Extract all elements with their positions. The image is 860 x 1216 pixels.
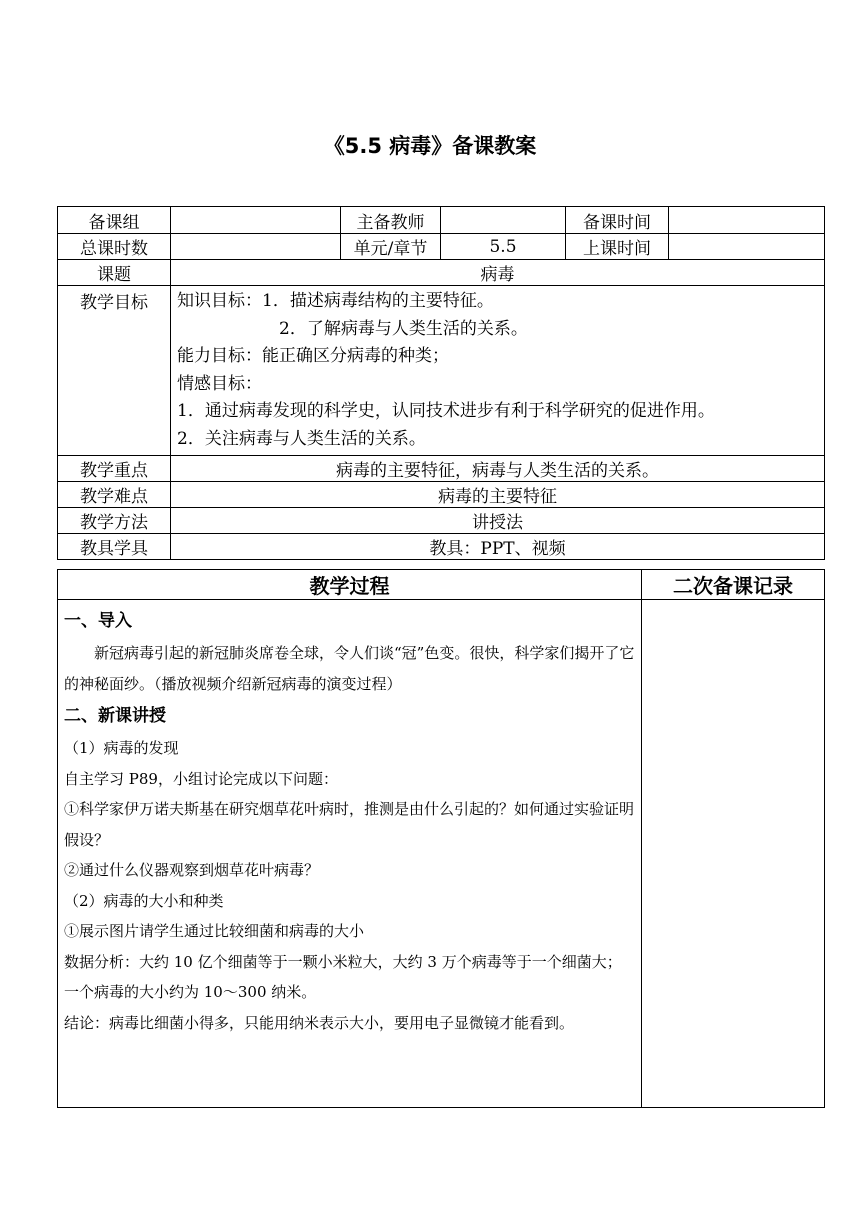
prep-time-label: 备课时间	[566, 207, 669, 234]
self-study-text: 自主学习 P89，小组讨论完成以下问题：	[64, 769, 338, 788]
question-1: ①科学家伊万诺夫斯基在研究烟草花叶病时，推测是由什么引起的？如何通过实验证明假设？	[64, 800, 635, 849]
group-value	[171, 207, 341, 234]
document-title: 《5.5 病毒》备课教案	[323, 134, 537, 158]
intro-paragraph: 新冠病毒引起的新冠肺炎席卷全球，令人们谈“冠”色变。很快，科学家们揭开了它的神秘面纱。（播放视频介绍新冠病毒的演变过程）	[64, 644, 635, 693]
tools-label: 教具学具	[58, 534, 171, 560]
goal-line: 能力目标：能正确区分病毒的种类；	[177, 346, 449, 366]
total-hours-value	[171, 234, 341, 260]
prep-time-value	[669, 207, 825, 234]
goal-line: 知识目标：1．描述病毒结构的主要特征。	[177, 291, 494, 311]
second-prep-header: 二次备课记录	[642, 570, 825, 600]
goal-line: 2．关注病毒与人类生活的关系。	[177, 428, 426, 449]
unit-value: 5.5	[441, 234, 566, 260]
group-label: 备课组	[58, 207, 171, 234]
topic-value: 病毒	[171, 260, 825, 286]
goal-line: 2．了解病毒与人类生活的关系。	[279, 318, 528, 339]
key-points-label: 教学重点	[58, 456, 171, 482]
method-label: 教学方法	[58, 508, 171, 534]
class-time-label: 上课时间	[566, 234, 669, 260]
method-value: 讲授法	[171, 508, 825, 534]
show-picture-text: ①展示图片请学生通过比较细菌和病毒的大小	[64, 922, 365, 940]
teacher-value	[441, 207, 566, 234]
difficulty-value: 病毒的主要特征	[171, 482, 825, 508]
total-hours-label: 总课时数	[58, 234, 171, 260]
process-header: 教学过程	[58, 570, 642, 600]
difficulty-label: 教学难点	[58, 482, 171, 508]
class-time-value	[669, 234, 825, 260]
goal-line: 1．通过病毒发现的科学史，认同技术进步有利于科学研究的促进作用。	[177, 401, 715, 421]
tools-value: 教具：PPT、视频	[171, 534, 825, 560]
conclusion-text: 结论：病毒比细菌小得多，只能用纳米表示大小，要用电子显微镜才能看到。	[64, 1013, 575, 1032]
size-subheading: （2）病毒的大小和种类	[64, 891, 224, 910]
intro-heading: 一、导入	[64, 611, 132, 631]
data-analysis-text: 数据分析：大约 10 亿个细菌等于一颗小米粒大，大约 3 万个病毒等于一个细菌大；一个病毒的大小约为 10～300 纳米。	[64, 952, 622, 1001]
process-content	[58, 600, 642, 1108]
unit-label: 单元/章节	[341, 234, 441, 260]
topic-label: 课题	[58, 260, 171, 286]
key-points-value: 病毒的主要特征，病毒与人类生活的关系。	[171, 456, 825, 482]
new-lesson-heading: 二、新课讲授	[64, 706, 166, 726]
second-prep-notes	[642, 600, 825, 1108]
question-2: ②通过什么仪器观察到烟草花叶病毒？	[64, 861, 320, 879]
goal-line: 情感目标：	[177, 373, 262, 394]
teaching-process-table	[57, 569, 825, 1108]
goals-label: 教学目标	[58, 286, 171, 456]
lesson-info-table	[57, 206, 825, 560]
goals-content	[171, 286, 825, 456]
discovery-subheading: （1）病毒的发现	[64, 739, 179, 757]
teacher-label: 主备教师	[341, 207, 441, 234]
